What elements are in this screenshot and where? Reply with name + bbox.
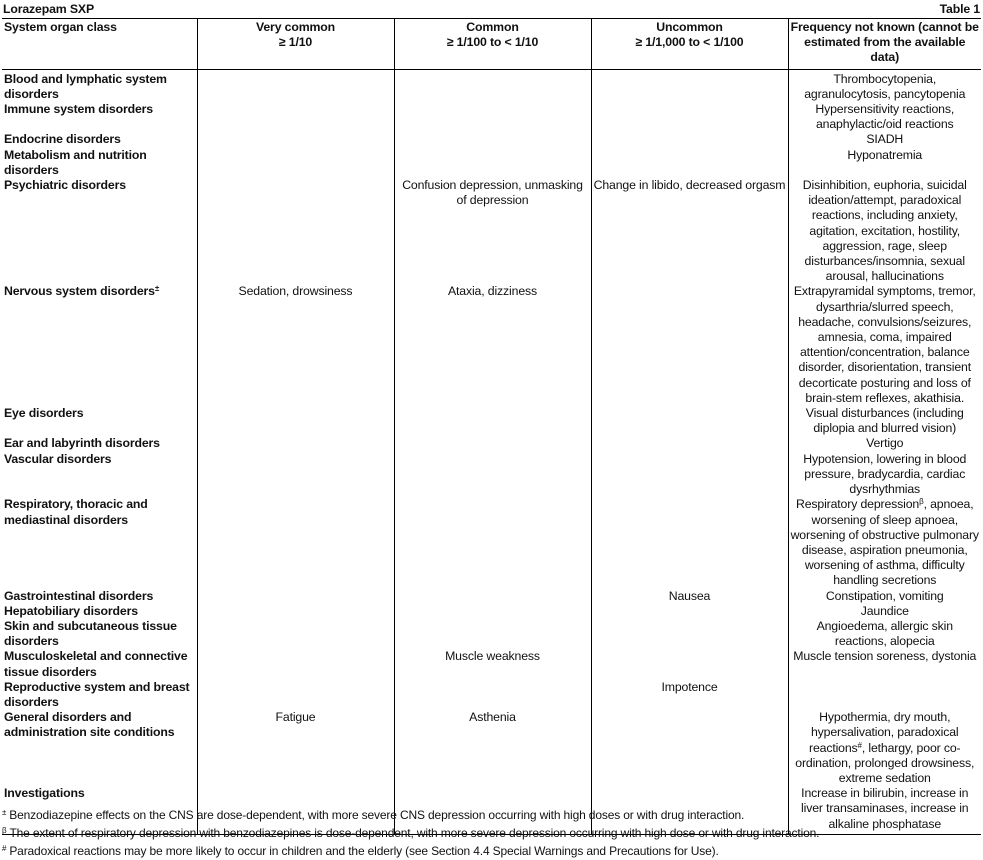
cell-text: , apnoea, worsening of sleep apnoea, worsening of obstructive pulmonary disease, aspiration pneumonia, worsening of asthma, difficulty handling secretions <box>790 497 979 588</box>
cell-text: Metabolism and nutrition disorders <box>4 147 147 177</box>
adverse-reactions-table <box>2 18 981 835</box>
cell-text: Ear and labyrinth disorders <box>4 436 160 451</box>
cell-text: Visual disturbances (including diplopia and blurred vision) <box>805 406 964 436</box>
cell-uncommon <box>591 284 788 406</box>
cell-text: Nausea <box>668 588 711 603</box>
cell-text: Fatigue <box>275 710 316 725</box>
cell-very-common <box>197 102 394 132</box>
cell-soc <box>2 436 197 451</box>
cell-text: Angioedema, allergic skin reactions, alopecia <box>816 618 953 649</box>
table-row <box>2 619 981 649</box>
cell-very-common <box>197 148 394 178</box>
cell-very-common <box>197 132 394 147</box>
cell-not-known <box>788 497 981 588</box>
cell-not-known <box>788 178 981 284</box>
cell-text: Hyponatremia <box>847 147 923 162</box>
cell-uncommon <box>591 649 788 679</box>
cell-text: Muscle weakness <box>445 649 540 664</box>
cell-text: Constipation, vomiting <box>825 588 944 603</box>
cell-text: Immune system disorders <box>4 102 153 117</box>
table-row <box>2 436 981 451</box>
col-header-uncommon <box>591 18 788 69</box>
cell-very-common <box>197 436 394 451</box>
table-row <box>2 497 981 588</box>
cell-uncommon <box>591 680 788 710</box>
cell-text: Muscle tension soreness, dystonia <box>793 649 977 664</box>
cell-text: Respiratory, thoracic and mediastinal disorders <box>4 497 148 527</box>
col-header-soc-label: System organ class <box>4 20 117 34</box>
cell-uncommon <box>591 436 788 451</box>
cell-text: Impotence <box>661 679 718 694</box>
col-header-uncommon-label: Uncommon ≥ 1/1,000 to < 1/100 <box>635 20 744 50</box>
col-header-very-common-label: Very common ≥ 1/10 <box>256 20 335 50</box>
cell-text: Investigations <box>4 786 85 801</box>
cell-not-known <box>788 406 981 436</box>
cell-not-known <box>788 132 981 147</box>
cell-text: Increase in bilirubin, increase in liver transaminases, increase in alkaline phosphatase <box>801 786 969 831</box>
cell-common <box>394 452 591 498</box>
cell-text: Blood and lymphatic system disorders <box>4 71 167 101</box>
cell-not-known <box>788 284 981 406</box>
cell-not-known <box>788 710 981 786</box>
cell-text: Nervous system disorders <box>4 284 155 299</box>
cell-text: Extrapyramidal symptoms, tremor, dysarthria/slurred speech, headache, convulsions/seizures, amnesia, coma, impaired attention/concentration, balance disorder, disorientation, transient decorticate posturing and loss of brain-stem reflexes, akathisia. <box>793 284 976 405</box>
cell-uncommon <box>591 710 788 786</box>
cell-common <box>394 69 591 102</box>
cell-uncommon <box>591 406 788 436</box>
cell-not-known <box>788 436 981 451</box>
cell-uncommon <box>591 132 788 147</box>
col-header-soc <box>2 18 197 69</box>
cell-soc <box>2 589 197 604</box>
cell-common <box>394 619 591 649</box>
table-row <box>2 589 981 604</box>
cell-text: Skin and subcutaneous tissue disorders <box>4 618 177 649</box>
cell-not-known <box>788 452 981 498</box>
footnote <box>2 841 981 859</box>
cell-not-known <box>788 680 981 710</box>
table-row <box>2 284 981 406</box>
cell-text: Respiratory depression <box>795 497 920 512</box>
footnote-text: The extent of respiratory depression with benzodiazepines is dose-dependent, with more severe depression occurring with high dose or with drug interaction. <box>9 826 820 841</box>
cell-uncommon <box>591 604 788 619</box>
footnote-marker: β <box>2 826 7 836</box>
cell-soc <box>2 102 197 132</box>
table-body <box>2 69 981 834</box>
cell-soc <box>2 148 197 178</box>
cell-text: Jaundice <box>860 603 909 618</box>
cell-very-common <box>197 69 394 102</box>
cell-soc <box>2 132 197 147</box>
table-row <box>2 649 981 679</box>
cell-text: Musculoskeletal and connective tissue disorders <box>4 649 188 679</box>
cell-text: General disorders and administration site conditions <box>4 710 175 740</box>
footnote <box>2 805 981 823</box>
table-title-bar <box>2 1 981 19</box>
table-row <box>2 132 981 147</box>
cell-soc <box>2 649 197 679</box>
cell-common <box>394 649 591 679</box>
cell-very-common <box>197 619 394 649</box>
cell-uncommon <box>591 148 788 178</box>
cell-text: Sedation, drowsiness <box>238 284 353 299</box>
cell-not-known <box>788 69 981 102</box>
cell-text: Hypotension, lowering in blood pressure, bradycardia, cardiac dysrhythmias <box>803 451 967 497</box>
cell-common <box>394 178 591 284</box>
col-header-not-known-label: Frequency not known (cannot be estimated from the available data) <box>790 20 979 65</box>
cell-common <box>394 589 591 604</box>
cell-soc <box>2 619 197 649</box>
cell-text: Confusion depression, unmasking of depression <box>402 178 583 208</box>
cell-uncommon <box>591 497 788 588</box>
cell-soc <box>2 604 197 619</box>
cell-not-known <box>788 604 981 619</box>
cell-common <box>394 406 591 436</box>
table-header-row <box>2 18 981 69</box>
cell-uncommon <box>591 178 788 284</box>
table-row <box>2 406 981 436</box>
cell-not-known <box>788 649 981 679</box>
table-row <box>2 178 981 284</box>
cell-soc <box>2 406 197 436</box>
cell-text: Vascular disorders <box>4 451 112 466</box>
col-header-common <box>394 18 591 69</box>
cell-common <box>394 148 591 178</box>
cell-common <box>394 604 591 619</box>
table-row <box>2 710 981 786</box>
cell-text: Endocrine disorders <box>4 132 121 147</box>
cell-not-known <box>788 148 981 178</box>
product-title: Lorazepam SXP <box>3 2 94 16</box>
cell-common <box>394 102 591 132</box>
cell-very-common <box>197 178 394 284</box>
cell-uncommon <box>591 452 788 498</box>
cell-uncommon <box>591 69 788 102</box>
cell-text: Hepatobiliary disorders <box>4 603 138 618</box>
cell-very-common <box>197 604 394 619</box>
cell-very-common <box>197 406 394 436</box>
cell-text: Thrombocytopenia, agranulocytosis, pancytopenia <box>804 71 966 101</box>
cell-uncommon <box>591 619 788 649</box>
footnote-text: Benzodiazepine effects on the CNS are dose-dependent, with more severe CNS depression occurring with high doses or with drug interaction. <box>9 808 745 822</box>
cell-uncommon <box>591 102 788 132</box>
footnote <box>2 823 981 841</box>
cell-common <box>394 436 591 451</box>
cell-not-known <box>788 102 981 132</box>
footnote-mark: β <box>919 497 924 507</box>
cell-text: Eye disorders <box>4 406 84 421</box>
table-row <box>2 148 981 178</box>
cell-very-common <box>197 452 394 498</box>
cell-soc <box>2 497 197 588</box>
cell-text: Vertigo <box>866 436 904 451</box>
cell-soc <box>2 710 197 786</box>
cell-text: , lethargy, poor co-ordination, prolonged drowsiness, extreme sedation <box>795 740 975 785</box>
cell-very-common <box>197 589 394 604</box>
footnote-marker: ± <box>2 808 7 817</box>
cell-text: SIADH <box>866 132 904 147</box>
table-row <box>2 69 981 102</box>
footnote-mark: ± <box>154 284 160 294</box>
cell-very-common <box>197 649 394 679</box>
cell-text: Change in libido, decreased orgasm <box>593 178 786 193</box>
table-number: Table 1 <box>939 2 980 16</box>
col-header-not-known <box>788 18 981 69</box>
cell-very-common <box>197 710 394 786</box>
col-header-common-label: Common ≥ 1/100 to < 1/10 <box>446 20 539 50</box>
cell-common <box>394 680 591 710</box>
footnotes <box>2 805 981 860</box>
table-row <box>2 102 981 132</box>
cell-common <box>394 132 591 147</box>
cell-not-known <box>788 619 981 649</box>
cell-very-common <box>197 497 394 588</box>
table-row <box>2 452 981 498</box>
cell-text: Reproductive system and breast disorders <box>4 679 190 709</box>
cell-text: Hypersensitivity reactions, anaphylactic/oid reactions <box>815 102 955 132</box>
cell-text: Psychiatric disorders <box>4 178 126 193</box>
footnote-mark: # <box>857 740 862 750</box>
cell-common <box>394 284 591 406</box>
cell-soc <box>2 452 197 498</box>
cell-soc <box>2 284 197 406</box>
cell-not-known <box>788 589 981 604</box>
cell-soc <box>2 69 197 102</box>
cell-uncommon <box>591 589 788 604</box>
table-row <box>2 680 981 710</box>
cell-soc <box>2 178 197 284</box>
cell-very-common <box>197 680 394 710</box>
cell-text: Hypothermia, dry mouth, hypersalivation, paradoxical reactions <box>809 710 959 755</box>
cell-very-common <box>197 284 394 406</box>
cell-text: Disinhibition, euphoria, suicidal ideation/attempt, paradoxical reactions, including anxiety, agitation, excitation, hostility, aggression, rage, sleep disturbances/insomnia, sexual arousal, hallucinations <box>802 178 967 284</box>
footnote-text: Paradoxical reactions may be more likely to occur in children and the elderly (see Section 4.4 Special Warnings and Precautions for Use). <box>9 844 719 859</box>
cell-text: Asthenia <box>469 710 516 725</box>
cell-common <box>394 710 591 786</box>
cell-soc <box>2 680 197 710</box>
cell-common <box>394 497 591 588</box>
col-header-very-common <box>197 18 394 69</box>
table-row <box>2 604 981 619</box>
footnote-marker: # <box>2 844 7 854</box>
cell-text: Gastrointestinal disorders <box>4 588 154 603</box>
cell-text: Ataxia, dizziness <box>447 284 538 299</box>
